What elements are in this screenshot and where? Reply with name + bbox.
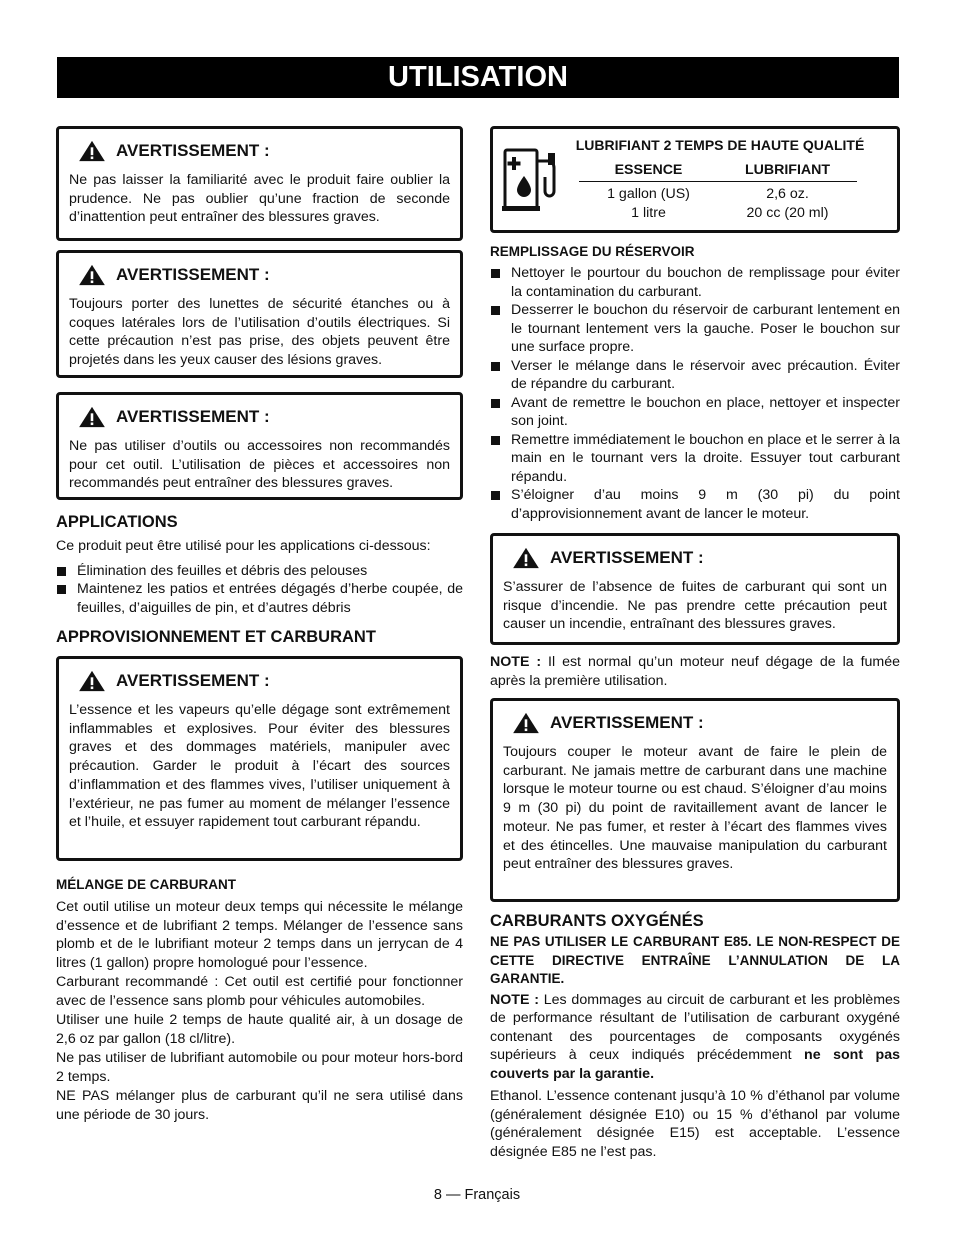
table-cell: 2,6 oz.: [766, 186, 809, 202]
mixing-text: [56, 898, 463, 1124]
warning-box-accessories: [56, 392, 463, 500]
warning-title: AVERTISSEMENT :: [116, 407, 270, 426]
warning-box-refueling: [490, 698, 900, 902]
warning-title: AVERTISSEMENT :: [550, 713, 704, 732]
warning-triangle-icon: [511, 547, 541, 569]
warning-triangle-icon: [77, 264, 107, 286]
note-text: Il est normal qu’un moteur neuf dégage de la fumée après la première utilisation.: [490, 654, 901, 689]
table-cell: 1 gallon (US): [607, 186, 690, 202]
note-bold-end: ne sont pas couverts par la garantie.: [490, 1047, 900, 1082]
applications-intro: Ce produit peut être utilisé pour les applications ci-dessous:: [56, 538, 431, 554]
fuel-section-heading: APPROVISIONNEMENT ET CARBURANT: [56, 628, 376, 646]
oxygenated-bold-warning: NE PAS UTILISER LE CARBURANT E85. LE NON-RESPECT DE CETTE DIRECTIVE ENTRAÎNE L’ANNULATION DE LA GARANTIE.: [490, 934, 900, 986]
warning-text: L’essence et les vapeurs qu’elle dégage sont extrêmement inflammables et explosives. Pour éviter des blessures graves et des dommages matériels, manipuler avec précaution. Garder le produit à l’écart des sources d’inflammation et des flammes vives, l’utiliser uniquement à l’extérieur, ne pas fumer au moment de mélanger l’essence et l’huile, et essuyer rapidement tout carburant répandu.: [69, 702, 450, 831]
warning-header: [77, 670, 452, 692]
warning-text: Ne pas utiliser d’outils ou accessoires non recommandés pour cet outil. L’utilisation de pièces et accessoires non recommandés peut entraîner des blessures graves.: [69, 438, 450, 492]
page-title: UTILISATION: [388, 61, 568, 93]
fuel-mix-table-box: [490, 126, 900, 233]
note-label: NOTE :: [490, 991, 539, 1008]
note-text: Les dommages au circuit de carburant et les problèmes de performance résultant de l’utilisation de carburant oxygéné contenant des pourcentages de composants oxygénés supérieurs à ceux indiqués précédemment: [490, 991, 901, 1063]
warning-text: Toujours porter des lunettes de sécurité étanches ou à coques latérales lors de l’utilisation d’outils électriques. Si cette précaution n’est pas prise, des objets peuvent être projetés dans les yeux causer des lésions graves.: [69, 296, 450, 369]
table-cell: 1 litre: [631, 205, 666, 221]
warning-box-safety-glasses: [56, 250, 463, 378]
refill-list: [490, 264, 900, 523]
warning-title: AVERTISSEMENT :: [550, 548, 704, 567]
mixing-paragraph: Utiliser une huile 2 temps de haute qualité air, à un dosage de 2,6 oz par gallon (18 cl/litre).: [56, 1012, 463, 1047]
warning-box-familiarity: [56, 126, 463, 241]
ethanol-paragraph: Ethanol. L’essence contenant jusqu’à 10 % d’éthanol par volume (généralement désignée E10) ou 15 % d’éthanol par volume (généralement désignée E15) est acceptable. L’essence désignée E85 ne l’est pas.: [490, 1088, 900, 1160]
warning-header: [77, 140, 452, 162]
oxygenated-heading: CARBURANTS OXYGÉNÉS: [490, 912, 704, 930]
page-title-banner: [57, 57, 899, 98]
warning-box-leaks: [490, 533, 900, 645]
note-smoke: [490, 653, 900, 690]
warning-triangle-icon: [511, 712, 541, 734]
warning-title: AVERTISSEMENT :: [116, 141, 270, 160]
table-cell: 20 cc (20 ml): [746, 205, 829, 221]
list-item: Verser le mélange dans le réservoir avec précaution. Éviter de répandre du carburant.: [490, 357, 900, 394]
warning-triangle-icon: [77, 406, 107, 428]
applications-list: [56, 562, 463, 618]
list-item: Nettoyer le pourtour du bouchon de remplissage pour éviter la contamination du carburant.: [490, 264, 900, 301]
fuel-pump-icon: [502, 147, 560, 213]
warning-triangle-icon: [77, 670, 107, 692]
warning-text: S’assurer de l’absence de fuites de carburant qui sont un risque d’incendie. Ne pas prendre cette précaution peut causer un incendie, entraînant des blessures graves.: [503, 579, 887, 633]
applications-heading: APPLICATIONS: [56, 513, 178, 531]
warning-triangle-icon: [77, 140, 107, 162]
warning-header: [77, 264, 452, 286]
warning-header: [511, 712, 889, 734]
warning-text: Ne pas laisser la familiarité avec le produit faire oublier la prudence. Ne pas oublier qu’une fraction de seconde d’inattention peut entraîner des blessures graves.: [69, 172, 450, 226]
list-item: Avant de remettre le bouchon en place, nettoyer et inspecter son joint.: [490, 394, 900, 431]
list-item: Élimination des feuilles et débris des pelouses: [56, 562, 463, 581]
warning-title: AVERTISSEMENT :: [116, 265, 270, 284]
mixing-paragraph: Cet outil utilise un moteur deux temps qui nécessite le mélange d’essence et de lubrifiant 2 temps. Mélanger de l’essence sans plomb et de le lubrifiant moteur 2 temps dans un jerrycan de 4 litres (1 gallon) propre homologué pour l’essence.: [56, 899, 463, 971]
list-item: Desserrer le bouchon du réservoir de carburant lentement en le tournant lentement vers la gauche. Poser le bouchon sur une surface propre.: [490, 301, 900, 357]
warning-box-gasoline: [56, 656, 463, 861]
table-row: [579, 204, 857, 223]
table-row: [579, 185, 857, 204]
mixing-heading: MÉLANGE DE CARBURANT: [56, 877, 236, 892]
list-item: Maintenez les patios et entrées dégagés d’herbe coupée, de feuilles, d’aiguilles de pin, et d’autres débris: [56, 580, 463, 617]
warning-title: AVERTISSEMENT :: [116, 671, 270, 690]
fuel-table: [579, 161, 857, 223]
warning-header: [511, 547, 889, 569]
warning-text: Toujours couper le moteur avant de faire le plein de carburant. Ne jamais mettre de carburant dans une machine lorsque le moteur tourne ou est chaud. S’éloigner d’au moins 9 m (30 pi) du point de ravitaillement avant de lancer le moteur. Ne pas fumer, et rester à l’écart des flammes vives et des étincelles. Une mauvaise manipulation du carburant peut entraîner des blessures graves.: [503, 744, 887, 873]
mixing-paragraph: NE PAS mélanger plus de carburant qu’il ne sera utilisé dans une période de 30 jours.: [56, 1088, 463, 1123]
warning-header: [77, 406, 452, 428]
list-item: Remettre immédiatement le bouchon en place et le serrer à la main en le tournant vers la droite. Essuyer tout carburant répandu.: [490, 431, 900, 487]
oxygenated-note: [490, 991, 900, 1084]
note-label: NOTE :: [490, 654, 542, 670]
mixing-paragraph: Carburant recommandé : Cet outil est certifié pour fonctionner avec de l’essence sans plomb pour véhicules automobiles.: [56, 974, 463, 1009]
mixing-paragraph: Ne pas utiliser de lubrifiant automobile ou pour moteur hors-bord 2 temps.: [56, 1050, 463, 1085]
list-item: S’éloigner d’au moins 9 m (30 pi) du point d’approvisionnement avant de lancer le moteur.: [490, 486, 900, 523]
fuel-table-title: LUBRIFIANT 2 TEMPS DE HAUTE QUALITÉ: [575, 137, 865, 153]
column-header-essence: ESSENCE: [614, 162, 683, 178]
refill-heading: REMPLISSAGE DU RÉSERVOIR: [490, 244, 695, 259]
column-header-lubrifiant: LUBRIFIANT: [744, 162, 831, 178]
left-column: [56, 126, 463, 1124]
table-header-row: [579, 161, 857, 182]
right-column: [490, 126, 900, 1161]
page-footer: 8 — Français: [433, 1187, 521, 1203]
